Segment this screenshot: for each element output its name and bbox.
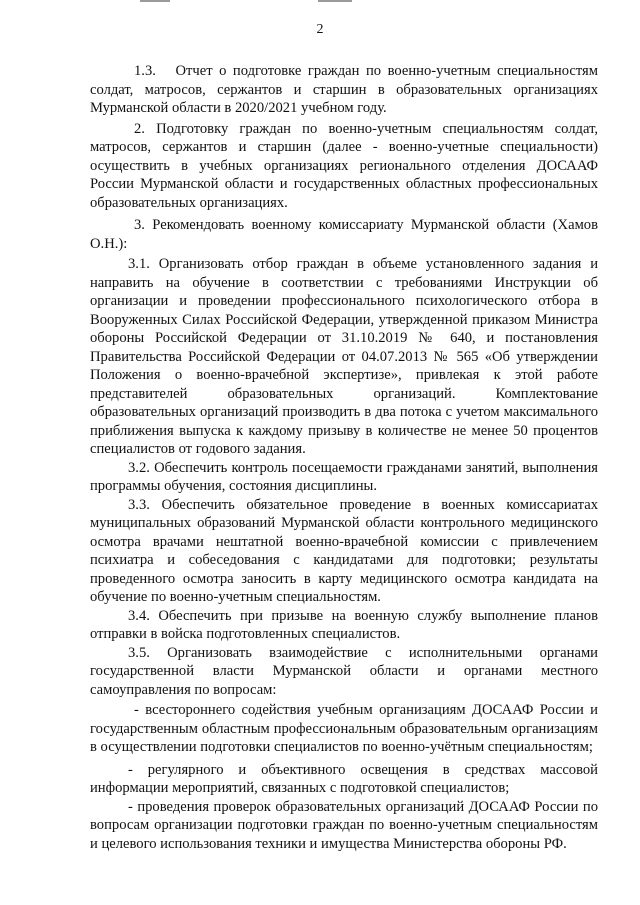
paragraph-3-2: 3.2. Обеспечить контроль посещаемости гражданами занятий, выполнения программы обучения, состояния дисциплины.: [90, 459, 598, 494]
list-item-inspections: - проведения проверок образовательных организаций ДОСААФ России по вопросам организации подготовки граждан по военно-учетным специальностям и целевого использования техники и имущества Министерства обороны РФ.: [90, 798, 598, 852]
paragraph-2: 2. Подготовку граждан по военно-учетным специальностям солдат, матросов, сержантов и старшин (далее - военно-учетные специальности) осуществить в учебных организациях регионального отделения ДОСААФ России Мурманской области и государственных областных профессиональных образовательных организациях.: [90, 120, 598, 211]
list-item-media: - регулярного и объективного освещения в средствах массовой информации мероприятий, связанных с подготовкой специалистов;: [90, 761, 598, 796]
paragraph-3: 3. Рекомендовать военному комиссариату Мурманской области (Хамов О.Н.):: [90, 217, 598, 252]
paragraph-3-1: 3.1. Организовать отбор граждан в объеме установленного задания и направить на обучение в соответствии с требованиями Инструкции об организации и проведении профессионального психологического отбора в Вооруженных Силах Российской Федерации, утвержденной приказом Министра обороны Российской Федерации от 31.10.2019 № 640, и постановления Правительства Российской Федерации от 04.07.2013 № 565 «Об утверждении Положения о военно-врачебной экспертизе», привлекая к этой работе представителей образовательных организаций. Комплектование образовательных организаций производить в два потока с учетом максимального приближения выпуска к каждому призыву в количестве не менее 50 процентов специалистов от годового задания.: [90, 256, 598, 457]
paragraph-3-5: 3.5. Организовать взаимодействие с исполнительными органами государственной власти Мурманской области и органами местного самоуправления по вопросам:: [90, 644, 598, 698]
paragraph-1-3: 1.3. Отчет о подготовке граждан по военно-учетным специальностям солдат, матросов, сержантов и старшин в образовательных организациях Мурманской области в 2020/2021 учебном году.: [90, 63, 598, 116]
scan-edge-mark-left: [140, 0, 170, 2]
document-body: [90, 62, 598, 853]
list-item-support: - всестороннего содействия учебным организациям ДОСААФ России и государственным областным профессиональным образовательным организациям в осуществлении подготовки специалистов по военно-учётным специальностям;: [90, 702, 598, 755]
page-number: 2: [316, 22, 324, 37]
scan-edge-mark-right: [318, 0, 352, 2]
paragraph-3-4: 3.4. Обеспечить при призыве на военную службу выполнение планов отправки в войска подготовленных специалистов.: [90, 607, 598, 642]
paragraph-3-3: 3.3. Обеспечить обязательное проведение в военных комиссариатах муниципальных образований Мурманской области контрольного медицинского осмотра врачами нештатной военно-врачебной комиссии с привлечением психиатра и собеседования с кандидатами для подготовки; результаты проведенного осмотра заносить в карту медицинского осмотра кандидата на обучение по военно-учетным специальностям.: [90, 496, 598, 605]
